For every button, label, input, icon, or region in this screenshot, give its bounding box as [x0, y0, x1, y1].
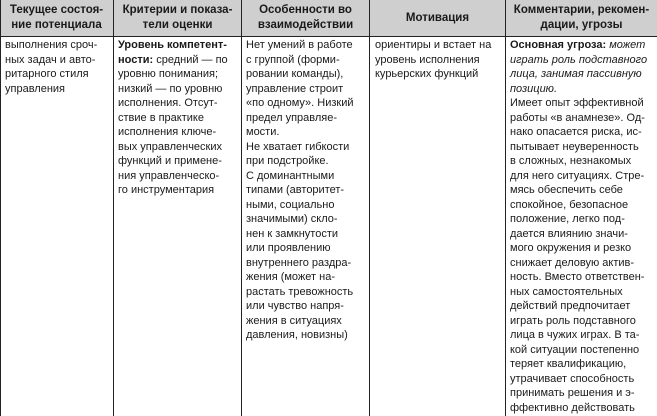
- threat-text: играть роль подставного: [510, 53, 648, 66]
- text-line: ния управленческо-: [118, 169, 220, 182]
- column-divider: [113, 0, 114, 416]
- cell-current-potential: [5, 38, 111, 96]
- text-line: снижает деловую актив-: [510, 256, 635, 269]
- cell-criteria: [118, 38, 240, 198]
- column-divider: [369, 0, 370, 416]
- header-current-potential: [0, 0, 113, 36]
- threat-text: может: [606, 39, 646, 51]
- header-line: дации, угрозы: [540, 19, 623, 31]
- text-line: исполнения. Отсут-: [118, 97, 218, 109]
- header-line: Особенности во: [259, 4, 352, 16]
- text-line: С доминантными: [246, 169, 335, 182]
- cell-motivation: [375, 38, 504, 82]
- header-line: Текущее состоя-: [9, 4, 104, 16]
- text-line: лица в чужих играх. В та-: [510, 329, 640, 341]
- text-line: вых управленческих: [118, 140, 223, 153]
- text-line: исполнения ключе-: [118, 126, 217, 138]
- header-interaction: [242, 0, 369, 36]
- header-line: ние потенциала: [11, 19, 102, 31]
- column-divider: [505, 0, 506, 416]
- text-line: выполнения сроч-: [5, 39, 98, 51]
- text-line: нен к замкнутости: [246, 227, 339, 240]
- competence-label: Уровень компетент-: [118, 39, 227, 51]
- text-line: ность. Вместо ответствен-: [510, 271, 645, 283]
- text-line: спокойное, безопасное: [510, 198, 629, 211]
- text-line: мого окружения и резко: [510, 242, 632, 254]
- text-line: положение, легко под-: [510, 213, 625, 225]
- text-line: внутреннего раздра-: [246, 256, 352, 269]
- text-line: в сложных, незнакомых: [510, 155, 632, 167]
- threat-text: позицию.: [510, 82, 558, 95]
- text-line: функций и примене-: [118, 155, 222, 167]
- text-line: уровень исполнения: [375, 53, 480, 66]
- text-line: ритарного стиля: [5, 68, 89, 80]
- text-line: Нет умений в работе: [246, 39, 353, 51]
- cell-comments: [510, 38, 656, 415]
- header-line: Комментарии, рекомен-: [513, 4, 650, 16]
- text-line: или проявлению: [246, 242, 331, 254]
- text-line: для него ситуациях. Стре-: [510, 169, 645, 182]
- text-line: Имеет опыт эффективной: [510, 97, 644, 109]
- text-line: при подстройке.: [246, 155, 329, 167]
- text-line: жения в ситуациях: [246, 314, 342, 327]
- text-line: мости.: [246, 126, 280, 138]
- header-line: Критерии и показа-: [122, 4, 233, 16]
- text-line: ными, социально: [246, 198, 335, 211]
- text-line: принимать решения и э-: [510, 387, 635, 399]
- text-line: утрачивает способность: [510, 372, 635, 385]
- competence-label: ности:: [118, 53, 154, 66]
- text-line: ных задач и авто-: [5, 53, 96, 66]
- text-line: ных самостоятельных: [510, 285, 623, 298]
- text-line: го инструментария: [118, 184, 215, 196]
- text-line: значимыми) скло-: [246, 213, 338, 225]
- text-line: управления: [5, 82, 65, 95]
- header-line: взаимодействии: [257, 19, 354, 31]
- header-criteria: [114, 0, 241, 36]
- header-motivation: [370, 0, 505, 36]
- text-line: уровню понимания;: [118, 68, 219, 80]
- table-border-left: [0, 0, 1, 416]
- text-line: действий предпочитает: [510, 300, 631, 312]
- threat-text: лица, занимая пассивную: [510, 68, 642, 80]
- header-comments: [506, 0, 657, 36]
- text-line: мясь обеспечить себе: [510, 184, 623, 196]
- cell-interaction: [246, 38, 368, 343]
- header-line: Мотивация: [405, 11, 470, 24]
- text-line: «по одному». Низкий: [246, 97, 354, 109]
- threat-label: Основная угроза:: [510, 39, 607, 51]
- text-line: ориентиры и встает на: [375, 39, 492, 51]
- text-line: типами (авторитет-: [246, 184, 345, 196]
- text-line: работы «в анамнезе». Од-: [510, 111, 645, 124]
- text-line: средний — по: [153, 53, 228, 66]
- text-line: с группой (форми-: [246, 53, 340, 66]
- text-line: растать тревожность: [246, 285, 354, 298]
- text-line: низкий — по уровню: [118, 82, 223, 95]
- text-line: предел управляе-: [246, 111, 338, 124]
- text-line: теряет квалификацию,: [510, 358, 627, 370]
- text-line: курьерских функций: [375, 68, 479, 80]
- text-line: дается влиянию значи-: [510, 227, 628, 240]
- text-line: или чувство напря-: [246, 300, 344, 312]
- text-line: ффективно действовать: [510, 401, 635, 414]
- text-line: Не хватает гибкости: [246, 140, 350, 153]
- text-line: нако опасается риска, ис-: [510, 126, 642, 138]
- text-line: кой ситуации постепенно: [510, 343, 640, 356]
- text-line: пытывает неуверенность: [510, 140, 639, 153]
- header-line: тели оценки: [142, 19, 213, 31]
- text-line: ровании команды),: [246, 68, 344, 80]
- text-line: давления, новизны): [246, 329, 348, 341]
- text-line: жения (может на-: [246, 271, 335, 283]
- text-line: играть роль подставного: [510, 314, 636, 327]
- column-divider: [241, 0, 242, 416]
- text-line: ствие в практике: [118, 111, 204, 124]
- text-line: управление строит: [246, 82, 344, 95]
